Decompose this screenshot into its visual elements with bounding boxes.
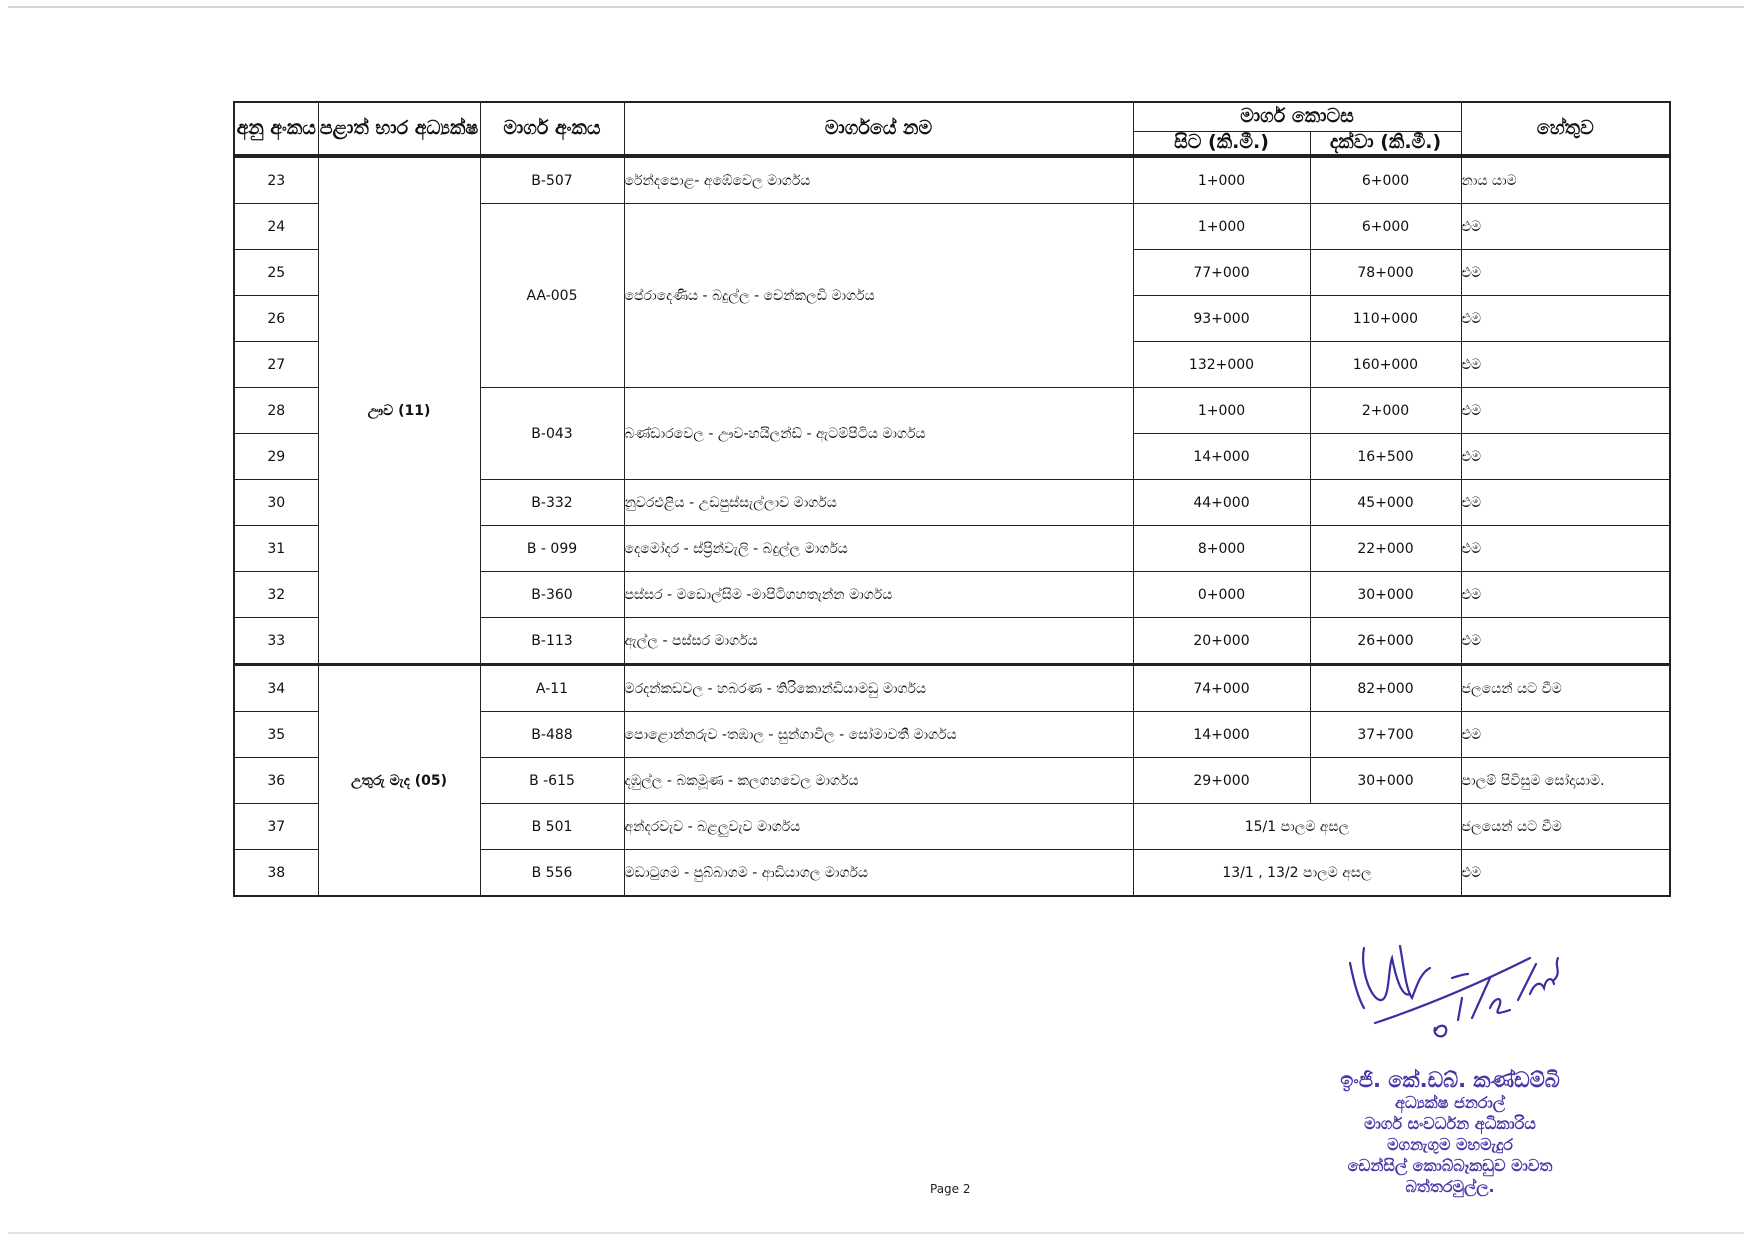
- row-no: 31: [234, 526, 318, 572]
- signatory-title: අධ්‍යක්ෂ ජනරාල්: [1394, 1093, 1506, 1112]
- header-from: සිට (කි.මී.): [1133, 132, 1310, 157]
- to-km: 45+000: [1310, 480, 1461, 526]
- reason: එම: [1461, 204, 1670, 250]
- road-name: රේන්දපොළ- අඹේවෙල මාර්ගය: [624, 156, 1133, 204]
- reason: ජලයෙන් යට වීම: [1461, 665, 1670, 712]
- row-no: 36: [234, 758, 318, 804]
- header-reason: හේතුව: [1461, 102, 1670, 156]
- reason: එම: [1461, 850, 1670, 897]
- from-km: 20+000: [1133, 618, 1310, 665]
- signatory-building: මගනැගුම මහමැදුර: [1387, 1135, 1513, 1154]
- road-number: B-507: [480, 156, 624, 204]
- row-no: 25: [234, 250, 318, 296]
- province-director: උතුරු මැද (05): [318, 665, 480, 897]
- row-no: 37: [234, 804, 318, 850]
- row-no: 27: [234, 342, 318, 388]
- reason: එම: [1461, 296, 1670, 342]
- road-number: AA-005: [480, 204, 624, 388]
- road-name: මඩාටුගම - පුබ්බාගම - ආඩියාගල මාර්ගය: [624, 850, 1133, 897]
- road-number: B - 099: [480, 526, 624, 572]
- road-name: පස්සර - මඩොල්සිම -මාපිටිගහතැන්න මාර්ගය: [624, 572, 1133, 618]
- row-no: 29: [234, 434, 318, 480]
- road-number: A-11: [480, 665, 624, 712]
- row-no: 24: [234, 204, 318, 250]
- row-no: 35: [234, 712, 318, 758]
- road-number: B 556: [480, 850, 624, 897]
- reason: එම: [1461, 712, 1670, 758]
- reason: එම: [1461, 526, 1670, 572]
- road-name: පොළොන්නරුව -තඹාල - සුන්ගාවිල - සෝමාවතී මාර්ගය: [624, 712, 1133, 758]
- header-road-name: මාර්ගයේ නම: [624, 102, 1133, 156]
- header-section: මාර්ග කොටස: [1133, 102, 1461, 132]
- row-no: 23: [234, 156, 318, 204]
- to-km: 6+000: [1310, 204, 1461, 250]
- row-no: 34: [234, 665, 318, 712]
- from-km: 29+000: [1133, 758, 1310, 804]
- road-number: B-043: [480, 388, 624, 480]
- from-km: 0+000: [1133, 572, 1310, 618]
- to-km: 82+000: [1310, 665, 1461, 712]
- reason: එම: [1461, 250, 1670, 296]
- signature-block: [1290, 1068, 1610, 1197]
- road-name: මරදන්කඩවල - හබරණ - තිරිකොන්ඩියාමඩු මාර්ගය: [624, 665, 1133, 712]
- road-number: B-488: [480, 712, 624, 758]
- row-no: 33: [234, 618, 318, 665]
- signatory-city: බත්තරමුල්ල.: [1405, 1177, 1495, 1196]
- to-km: 37+700: [1310, 712, 1461, 758]
- road-name: පේරාදෙණිය - බදුල්ල - චෙන්කලඩි මාර්ගය: [624, 204, 1133, 388]
- reason: එම: [1461, 434, 1670, 480]
- road-name: නුවරඑළිය - උඩපුස්සැල්ලාව මාර්ගය: [624, 480, 1133, 526]
- signatory-organization: මාර්ග සංවර්ධන අධිකාරිය: [1364, 1114, 1536, 1133]
- from-km: 14+000: [1133, 712, 1310, 758]
- to-km: 78+000: [1310, 250, 1461, 296]
- row-no: 32: [234, 572, 318, 618]
- to-km: 22+000: [1310, 526, 1461, 572]
- to-km: 16+500: [1310, 434, 1461, 480]
- to-km: 30+000: [1310, 572, 1461, 618]
- reason: නාය යාම: [1461, 156, 1670, 204]
- header-director: පළාත් භාර අධ්‍යක්ෂ: [318, 102, 480, 156]
- from-km: 14+000: [1133, 434, 1310, 480]
- road-name: දෙමෝදර - ස්ප්‍රින්වැලි - බදුල්ල මාර්ගය: [624, 526, 1133, 572]
- section-note: 13/1 , 13/2 පාලම අසල: [1133, 850, 1461, 897]
- road-name: ඇල්ල - පස්සර මාර්ගය: [624, 618, 1133, 665]
- to-km: 30+000: [1310, 758, 1461, 804]
- to-km: 110+000: [1310, 296, 1461, 342]
- from-km: 74+000: [1133, 665, 1310, 712]
- signatory-name: ඉංජි. කේ.ඩබ්. කණ්ඩම්බි: [1340, 1068, 1560, 1092]
- page-number: Page 2: [930, 1182, 971, 1196]
- from-km: 1+000: [1133, 204, 1310, 250]
- reason: එම: [1461, 572, 1670, 618]
- road-number: B-113: [480, 618, 624, 665]
- reason: එම: [1461, 342, 1670, 388]
- reason: එම: [1461, 618, 1670, 665]
- from-km: 8+000: [1133, 526, 1310, 572]
- signatory-street: ඩෙන්සිල් කොබ්බෑකඩුව මාවත: [1347, 1156, 1553, 1175]
- to-km: 6+000: [1310, 156, 1461, 204]
- road-number: B -615: [480, 758, 624, 804]
- road-number: B 501: [480, 804, 624, 850]
- road-number: B-360: [480, 572, 624, 618]
- row-no: 30: [234, 480, 318, 526]
- road-name: බණ්ඩාරවෙල - ඌව-හයිලන්ඩ් - ඇටම්පිටිය මාර්ගය: [624, 388, 1133, 480]
- table-row: [234, 156, 1670, 204]
- reason: පාලම් පිවිසුම සෝදායාම.: [1461, 758, 1670, 804]
- to-km: 2+000: [1310, 388, 1461, 434]
- header-no: අනු අංකය: [234, 102, 318, 156]
- province-director: ඌව (11): [318, 156, 480, 665]
- road-number: B-332: [480, 480, 624, 526]
- row-no: 38: [234, 850, 318, 897]
- section-note: 15/1 පාලම අසල: [1133, 804, 1461, 850]
- from-km: 44+000: [1133, 480, 1310, 526]
- row-no: 28: [234, 388, 318, 434]
- reason: එම: [1461, 480, 1670, 526]
- road-name: දඹුල්ල - බකමූණ - කලගහවෙල මාර්ගය: [624, 758, 1133, 804]
- header-to: දක්වා (කි.මී.): [1310, 132, 1461, 157]
- to-km: 26+000: [1310, 618, 1461, 665]
- from-km: 77+000: [1133, 250, 1310, 296]
- from-km: 1+000: [1133, 156, 1310, 204]
- road-closures-table: [233, 101, 1671, 897]
- header-road-number: මාර්ග අංකය: [480, 102, 624, 156]
- to-km: 160+000: [1310, 342, 1461, 388]
- handwritten-signature: [1340, 928, 1570, 1048]
- from-km: 1+000: [1133, 388, 1310, 434]
- road-name: අන්දරවැව - බළලුවැව මාර්ගය: [624, 804, 1133, 850]
- reason: එම: [1461, 388, 1670, 434]
- reason: ජලයෙන් යට වීම: [1461, 804, 1670, 850]
- table-row: [234, 665, 1670, 712]
- row-no: 26: [234, 296, 318, 342]
- from-km: 132+000: [1133, 342, 1310, 388]
- from-km: 93+000: [1133, 296, 1310, 342]
